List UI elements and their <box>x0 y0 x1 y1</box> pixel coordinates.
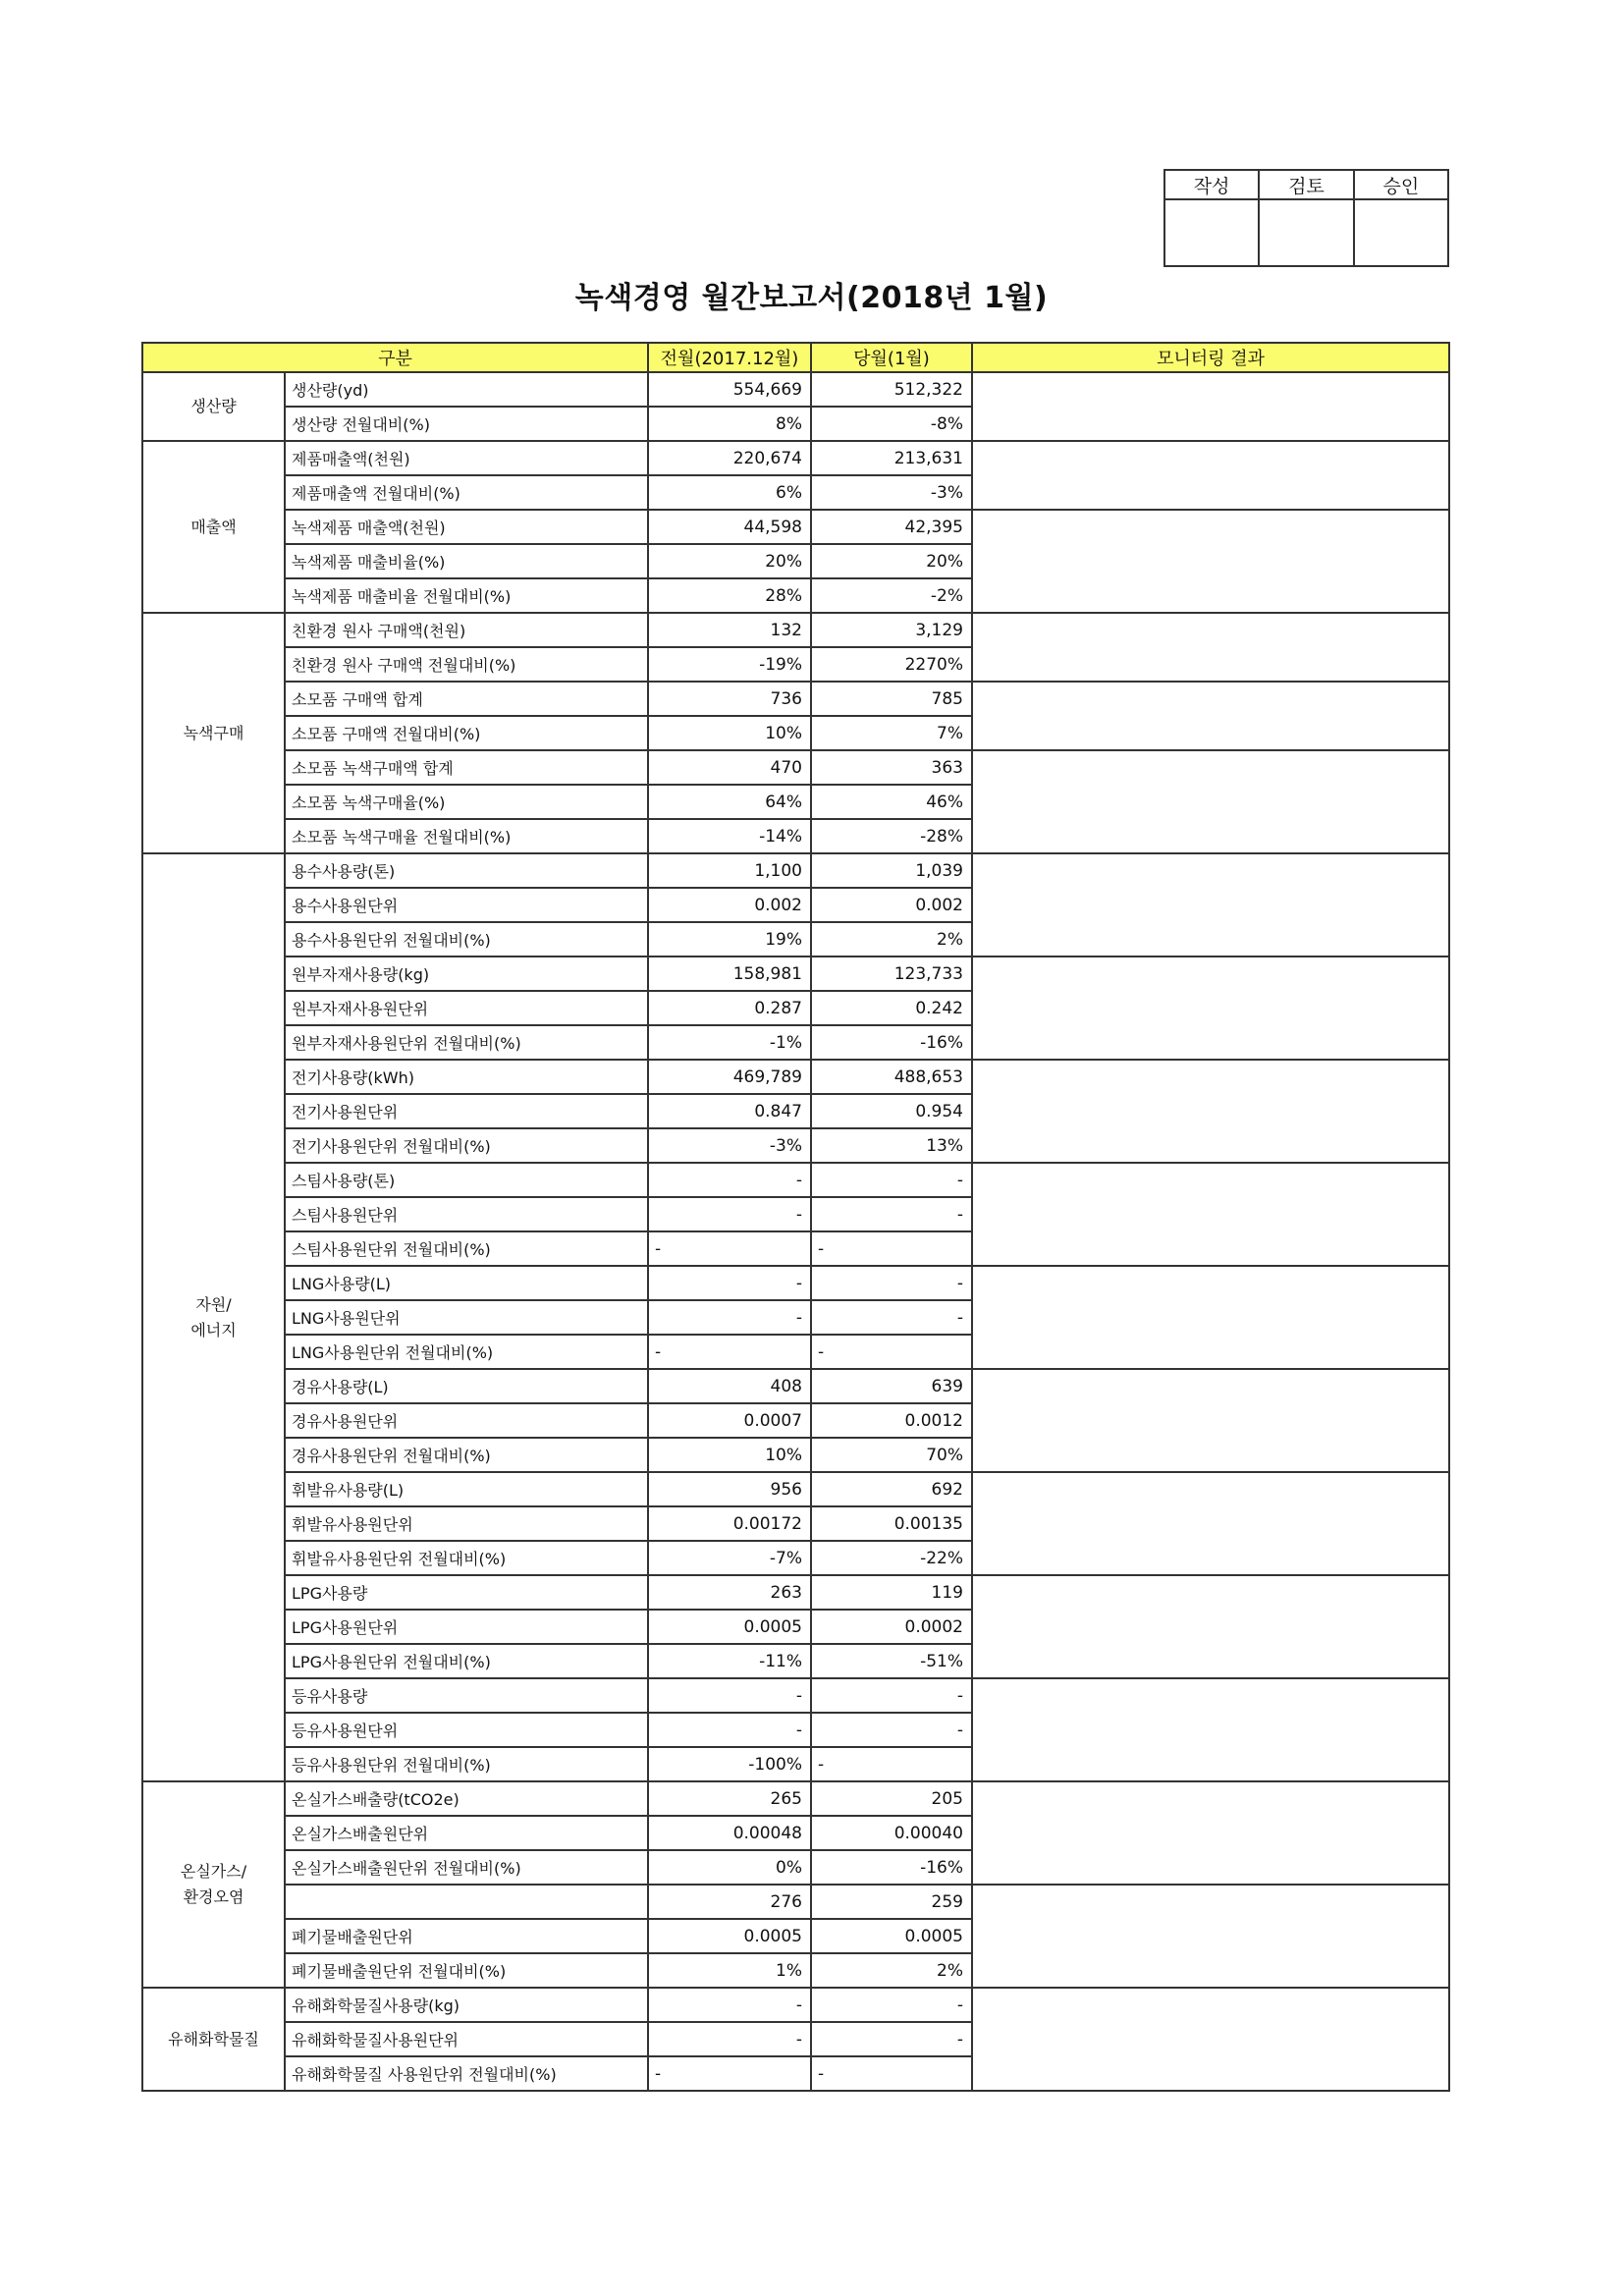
curr-value-cell: 46% <box>811 785 972 819</box>
prev-value-cell: - <box>648 1231 811 1266</box>
prev-value-cell: 554,669 <box>648 372 811 407</box>
approval-approve-label: 승인 <box>1354 170 1448 199</box>
prev-value-cell: 19% <box>648 922 811 957</box>
item-cell: 스팀사용량(톤) <box>285 1163 648 1197</box>
monitoring-result-cell <box>972 1885 1449 1988</box>
item-cell: 녹색제품 매출비율(%) <box>285 544 648 578</box>
table-row <box>142 441 1449 475</box>
item-cell: LNG사용원단위 <box>285 1300 648 1335</box>
curr-value-cell: - <box>811 2022 972 2056</box>
curr-value-cell: 0.00135 <box>811 1506 972 1541</box>
curr-value-cell: - <box>811 1678 972 1713</box>
curr-value-cell: 0.0012 <box>811 1403 972 1438</box>
item-cell: 폐기물배출원단위 전월대비(%) <box>285 1953 648 1988</box>
curr-value-cell: 2% <box>811 922 972 957</box>
prev-value-cell: 6% <box>648 475 811 510</box>
report-table <box>141 342 1450 2092</box>
item-cell: 유해화학물질 사용원단위 전월대비(%) <box>285 2056 648 2091</box>
curr-value-cell: 20% <box>811 544 972 578</box>
prev-value-cell: 220,674 <box>648 441 811 475</box>
curr-value-cell: - <box>811 1988 972 2022</box>
prev-value-cell: 158,981 <box>648 957 811 991</box>
curr-value-cell: -16% <box>811 1850 972 1885</box>
prev-value-cell: - <box>648 2022 811 2056</box>
prev-value-cell: 0.0005 <box>648 1919 811 1953</box>
item-cell: 친환경 원사 구매액 전월대비(%) <box>285 647 648 682</box>
prev-value-cell: 64% <box>648 785 811 819</box>
curr-value-cell: 488,653 <box>811 1060 972 1094</box>
table-row <box>142 853 1449 888</box>
curr-value-cell: -22% <box>811 1541 972 1575</box>
approval-box <box>1163 169 1449 267</box>
monitoring-result-cell <box>972 372 1449 441</box>
item-cell: 원부자재사용원단위 <box>285 991 648 1025</box>
item-cell: 유해화학물질사용량(kg) <box>285 1988 648 2022</box>
item-cell: 휘발유사용량(L) <box>285 1472 648 1506</box>
prev-value-cell: - <box>648 1266 811 1300</box>
item-cell <box>285 1885 648 1919</box>
item-cell: 소모품 녹색구매율 전월대비(%) <box>285 819 648 853</box>
item-cell: 용수사용량(톤) <box>285 853 648 888</box>
curr-value-cell: 2% <box>811 1953 972 1988</box>
item-cell: 온실가스배출원단위 <box>285 1816 648 1850</box>
prev-value-cell: 276 <box>648 1885 811 1919</box>
monitoring-result-cell <box>972 853 1449 957</box>
item-cell: 제품매출액(천원) <box>285 441 648 475</box>
table-row <box>142 1472 1449 1506</box>
curr-value-cell: -51% <box>811 1644 972 1678</box>
item-cell: 소모품 구매액 합계 <box>285 682 648 716</box>
prev-value-cell: -7% <box>648 1541 811 1575</box>
item-cell: 제품매출액 전월대비(%) <box>285 475 648 510</box>
prev-value-cell: 20% <box>648 544 811 578</box>
header-prev-month: 전월(2017.12월) <box>648 343 811 372</box>
monitoring-result-cell <box>972 1781 1449 1885</box>
item-cell: LPG사용량 <box>285 1575 648 1610</box>
approval-approve-sign <box>1354 199 1448 266</box>
category-cell: 자원/ 에너지 <box>142 853 285 1781</box>
item-cell: 경유사용량(L) <box>285 1369 648 1403</box>
approval-writer-sign <box>1164 199 1259 266</box>
curr-value-cell: -8% <box>811 407 972 441</box>
curr-value-cell: 2270% <box>811 647 972 682</box>
item-cell: LPG사용원단위 <box>285 1610 648 1644</box>
prev-value-cell: - <box>648 1163 811 1197</box>
curr-value-cell: 7% <box>811 716 972 750</box>
item-cell: 휘발유사용원단위 <box>285 1506 648 1541</box>
item-cell: 전기사용원단위 <box>285 1094 648 1128</box>
prev-value-cell: 0.847 <box>648 1094 811 1128</box>
prev-value-cell: - <box>648 1197 811 1231</box>
monitoring-result-cell <box>972 1678 1449 1781</box>
header-category: 구분 <box>142 343 648 372</box>
prev-value-cell: 265 <box>648 1781 811 1816</box>
prev-value-cell: 1,100 <box>648 853 811 888</box>
prev-value-cell: - <box>648 1713 811 1747</box>
prev-value-cell: -11% <box>648 1644 811 1678</box>
item-cell: 원부자재사용원단위 전월대비(%) <box>285 1025 648 1060</box>
curr-value-cell: - <box>811 2056 972 2091</box>
curr-value-cell: - <box>811 1231 972 1266</box>
curr-value-cell: -28% <box>811 819 972 853</box>
curr-value-cell: - <box>811 1300 972 1335</box>
item-cell: LNG사용량(L) <box>285 1266 648 1300</box>
table-row <box>142 1369 1449 1403</box>
item-cell: 경유사용원단위 전월대비(%) <box>285 1438 648 1472</box>
table-row <box>142 957 1449 991</box>
prev-value-cell: 1% <box>648 1953 811 1988</box>
item-cell: 등유사용원단위 전월대비(%) <box>285 1747 648 1781</box>
item-cell: 등유사용량 <box>285 1678 648 1713</box>
prev-value-cell: 956 <box>648 1472 811 1506</box>
table-row <box>142 1266 1449 1300</box>
table-row <box>142 510 1449 544</box>
prev-value-cell: -1% <box>648 1025 811 1060</box>
curr-value-cell: - <box>811 1747 972 1781</box>
item-cell: 녹색제품 매출비율 전월대비(%) <box>285 578 648 613</box>
item-cell: 소모품 녹색구매액 합계 <box>285 750 648 785</box>
curr-value-cell: -3% <box>811 475 972 510</box>
header-curr-month: 당월(1월) <box>811 343 972 372</box>
monitoring-result-cell <box>972 682 1449 750</box>
monitoring-result-cell <box>972 1575 1449 1678</box>
item-cell: 녹색제품 매출액(천원) <box>285 510 648 544</box>
item-cell: 스팀사용원단위 <box>285 1197 648 1231</box>
table-row <box>142 1060 1449 1094</box>
report-title: 녹색경영 월간보고서(2018년 1월) <box>574 281 1049 315</box>
monitoring-result-cell <box>972 750 1449 853</box>
table-row <box>142 1988 1449 2022</box>
item-cell: 휘발유사용원단위 전월대비(%) <box>285 1541 648 1575</box>
curr-value-cell: 363 <box>811 750 972 785</box>
curr-value-cell: 692 <box>811 1472 972 1506</box>
curr-value-cell: 0.0002 <box>811 1610 972 1644</box>
monitoring-result-cell <box>972 957 1449 1060</box>
prev-value-cell: 0.002 <box>648 888 811 922</box>
prev-value-cell: 10% <box>648 1438 811 1472</box>
monitoring-result-cell <box>972 1472 1449 1575</box>
curr-value-cell: 213,631 <box>811 441 972 475</box>
monitoring-result-cell <box>972 1060 1449 1163</box>
monitoring-result-cell <box>972 1988 1449 2091</box>
curr-value-cell: - <box>811 1197 972 1231</box>
prev-value-cell: 470 <box>648 750 811 785</box>
item-cell: 스팀사용원단위 전월대비(%) <box>285 1231 648 1266</box>
prev-value-cell: - <box>648 1988 811 2022</box>
curr-value-cell: 205 <box>811 1781 972 1816</box>
prev-value-cell: 0.0005 <box>648 1610 811 1644</box>
prev-value-cell: 8% <box>648 407 811 441</box>
header-monitoring-result: 모니터링 결과 <box>972 343 1449 372</box>
table-row <box>142 750 1449 785</box>
prev-value-cell: -100% <box>648 1747 811 1781</box>
item-cell: 전기사용원단위 전월대비(%) <box>285 1128 648 1163</box>
curr-value-cell: 119 <box>811 1575 972 1610</box>
item-cell: 친환경 원사 구매액(천원) <box>285 613 648 647</box>
item-cell: 소모품 녹색구매율(%) <box>285 785 648 819</box>
curr-value-cell: 70% <box>811 1438 972 1472</box>
prev-value-cell: 263 <box>648 1575 811 1610</box>
item-cell: 폐기물배출원단위 <box>285 1919 648 1953</box>
curr-value-cell: 785 <box>811 682 972 716</box>
prev-value-cell: -14% <box>648 819 811 853</box>
curr-value-cell: -16% <box>811 1025 972 1060</box>
table-row <box>142 613 1449 647</box>
item-cell: 용수사용원단위 전월대비(%) <box>285 922 648 957</box>
curr-value-cell: 0.242 <box>811 991 972 1025</box>
curr-value-cell: - <box>811 1266 972 1300</box>
prev-value-cell: -3% <box>648 1128 811 1163</box>
curr-value-cell: 123,733 <box>811 957 972 991</box>
approval-review-label: 검토 <box>1259 170 1353 199</box>
table-row <box>142 372 1449 407</box>
prev-value-cell: 0.00048 <box>648 1816 811 1850</box>
category-cell: 온실가스/ 환경오염 <box>142 1781 285 1988</box>
curr-value-cell: 0.00040 <box>811 1816 972 1850</box>
item-cell: 용수사용원단위 <box>285 888 648 922</box>
item-cell: LPG사용원단위 전월대비(%) <box>285 1644 648 1678</box>
item-cell: 전기사용량(kWh) <box>285 1060 648 1094</box>
item-cell: 등유사용원단위 <box>285 1713 648 1747</box>
approval-review-sign <box>1259 199 1353 266</box>
prev-value-cell: - <box>648 1678 811 1713</box>
category-cell: 녹색구매 <box>142 613 285 853</box>
curr-value-cell: 0.0005 <box>811 1919 972 1953</box>
prev-value-cell: 28% <box>648 578 811 613</box>
curr-value-cell: 1,039 <box>811 853 972 888</box>
prev-value-cell: - <box>648 1300 811 1335</box>
monitoring-result-cell <box>972 1163 1449 1266</box>
prev-value-cell: 0.287 <box>648 991 811 1025</box>
prev-value-cell: - <box>648 1335 811 1369</box>
item-cell: 온실가스배출량(tCO2e) <box>285 1781 648 1816</box>
prev-value-cell: 44,598 <box>648 510 811 544</box>
item-cell: LNG사용원단위 전월대비(%) <box>285 1335 648 1369</box>
category-cell: 유해화학물질 <box>142 1988 285 2091</box>
curr-value-cell: 13% <box>811 1128 972 1163</box>
monitoring-result-cell <box>972 613 1449 682</box>
curr-value-cell: 0.002 <box>811 888 972 922</box>
curr-value-cell: 0.954 <box>811 1094 972 1128</box>
curr-value-cell: - <box>811 1713 972 1747</box>
prev-value-cell: -19% <box>648 647 811 682</box>
table-row <box>142 1678 1449 1713</box>
curr-value-cell: - <box>811 1335 972 1369</box>
monitoring-result-cell <box>972 510 1449 613</box>
curr-value-cell: 3,129 <box>811 613 972 647</box>
header-row <box>142 343 1449 372</box>
prev-value-cell: 0.0007 <box>648 1403 811 1438</box>
category-cell: 생산량 <box>142 372 285 441</box>
item-cell: 생산량(yd) <box>285 372 648 407</box>
prev-value-cell: - <box>648 2056 811 2091</box>
prev-value-cell: 0% <box>648 1850 811 1885</box>
item-cell: 경유사용원단위 <box>285 1403 648 1438</box>
table-row <box>142 1575 1449 1610</box>
item-cell: 소모품 구매액 전월대비(%) <box>285 716 648 750</box>
curr-value-cell: -2% <box>811 578 972 613</box>
prev-value-cell: 132 <box>648 613 811 647</box>
monitoring-result-cell <box>972 441 1449 510</box>
prev-value-cell: 0.00172 <box>648 1506 811 1541</box>
table-row <box>142 1163 1449 1197</box>
curr-value-cell: 42,395 <box>811 510 972 544</box>
item-cell: 유해화학물질사용원단위 <box>285 2022 648 2056</box>
table-row <box>142 1781 1449 1816</box>
prev-value-cell: 10% <box>648 716 811 750</box>
curr-value-cell: 512,322 <box>811 372 972 407</box>
curr-value-cell: 259 <box>811 1885 972 1919</box>
item-cell: 생산량 전월대비(%) <box>285 407 648 441</box>
monitoring-result-cell <box>972 1266 1449 1369</box>
prev-value-cell: 736 <box>648 682 811 716</box>
curr-value-cell: - <box>811 1163 972 1197</box>
curr-value-cell: 639 <box>811 1369 972 1403</box>
prev-value-cell: 469,789 <box>648 1060 811 1094</box>
item-cell: 원부자재사용량(kg) <box>285 957 648 991</box>
category-cell: 매출액 <box>142 441 285 613</box>
monitoring-result-cell <box>972 1369 1449 1472</box>
prev-value-cell: 408 <box>648 1369 811 1403</box>
item-cell: 온실가스배출원단위 전월대비(%) <box>285 1850 648 1885</box>
table-row <box>142 682 1449 716</box>
report-body <box>142 372 1449 2091</box>
table-row <box>142 1885 1449 1919</box>
approval-writer-label: 작성 <box>1164 170 1259 199</box>
